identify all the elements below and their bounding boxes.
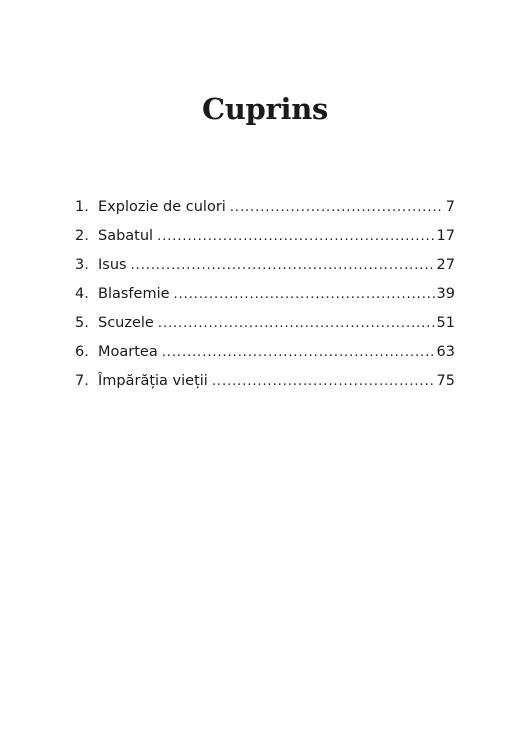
toc-entry-number: 4. xyxy=(75,286,89,302)
dot-leader xyxy=(174,280,435,309)
toc-entry-page: 17 xyxy=(436,228,455,244)
toc-entry-number: 2. xyxy=(75,228,89,244)
toc-entry-title: Moartea xyxy=(98,344,158,360)
toc-entry-page: 39 xyxy=(436,286,455,302)
toc-entry-title: Explozie de culori xyxy=(98,199,226,215)
toc-entry-title: Sabatul xyxy=(98,228,154,244)
toc-entry-number: 1. xyxy=(75,199,89,215)
toc-entry-title: Împărăția vieții xyxy=(98,373,208,389)
toc-entry-page: 63 xyxy=(436,344,455,360)
toc-entry xyxy=(75,251,455,280)
page-title: Cuprins xyxy=(201,92,329,126)
dot-leader xyxy=(158,309,435,338)
dot-leader xyxy=(212,367,435,396)
toc-entry-page: 75 xyxy=(436,373,455,389)
toc-entry-page: 51 xyxy=(436,315,455,331)
dot-leader xyxy=(131,251,435,280)
toc-entry xyxy=(75,338,455,367)
toc-entry-title: Scuzele xyxy=(98,315,154,331)
table-of-contents xyxy=(75,193,455,396)
toc-entry xyxy=(75,222,455,251)
toc-entry xyxy=(75,309,455,338)
toc-entry-page: 27 xyxy=(436,257,455,273)
dot-leader xyxy=(157,222,434,251)
toc-entry-title: Blasfemie xyxy=(98,286,170,302)
toc-entry-number: 6. xyxy=(75,344,89,360)
dot-leader xyxy=(230,193,444,222)
toc-entry-title: Isus xyxy=(98,257,127,273)
toc-entry-page: 7 xyxy=(445,199,455,215)
toc-entry xyxy=(75,280,455,309)
toc-entry-number: 3. xyxy=(75,257,89,273)
toc-entry xyxy=(75,193,455,222)
dot-leader xyxy=(162,338,435,367)
toc-entry-number: 5. xyxy=(75,315,89,331)
toc-entry xyxy=(75,367,455,396)
toc-entry-number: 7. xyxy=(75,373,89,389)
